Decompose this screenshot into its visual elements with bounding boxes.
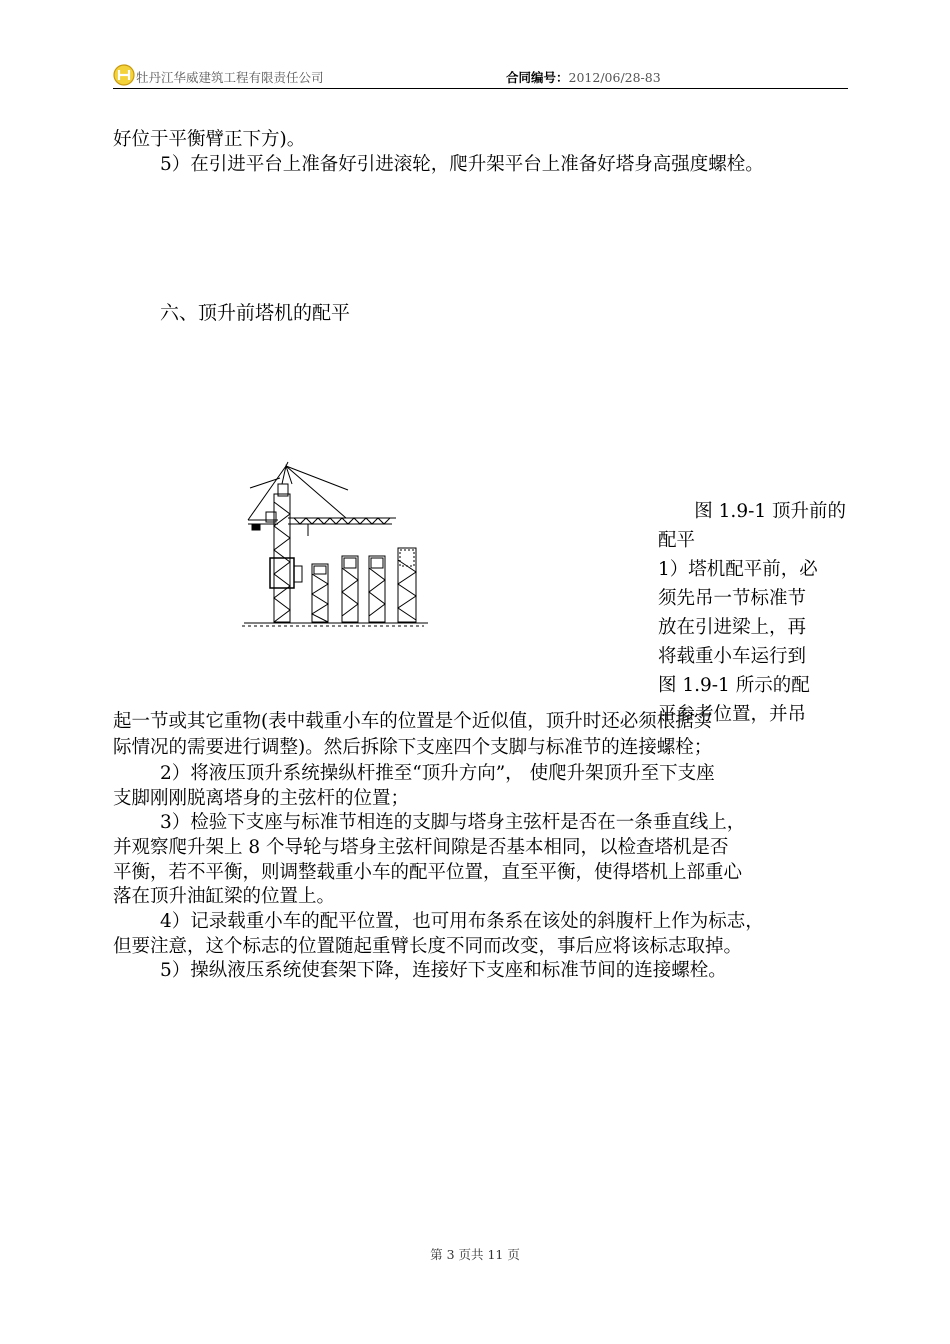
- text-line: 5）操纵液压系统使套架下降，连接好下支座和标准节间的连接螺栓。: [160, 960, 727, 981]
- text-line: 4）记录载重小车的配平位置，也可用布条系在该处的斜腹杆上作为标志，: [160, 911, 764, 932]
- page-header: [113, 62, 848, 89]
- text-line: 支脚刚刚脱离塔身的主弦杆的位置；: [113, 788, 410, 809]
- side-text-line: 1）塔机配平前，必: [658, 559, 818, 580]
- side-text-line: 平参考位置，并吊: [658, 704, 807, 725]
- text-line: 落在顶升油缸梁的位置上。: [113, 886, 336, 907]
- figure-caption-column: [658, 497, 850, 729]
- text-line: 际情况的需要进行调整)。然后拆除下支座四个支脚与标准节的连接螺栓；: [113, 737, 713, 758]
- tower-crane-figure: [238, 458, 438, 633]
- figure-caption: 图 1.9-1 顶升前的: [694, 501, 846, 522]
- contract-number: [506, 68, 661, 86]
- text-line: 5）在引进平台上准备好引进滚轮，爬升架平台上准备好塔身高强度螺栓。: [160, 154, 764, 175]
- text-line: 好位于平衡臂正下方)。: [113, 129, 306, 150]
- text-line: 但要注意，这个标志的位置随起重臂长度不同而改变，事后应将该标志取掉。: [113, 936, 743, 957]
- contract-value: 2012/06/28-83: [568, 70, 661, 85]
- page-footer: 第 3 页共 11 页: [430, 1247, 520, 1262]
- company-name: 牡丹江华威建筑工程有限责任公司: [136, 70, 324, 85]
- contract-label: 合同编号：: [506, 70, 569, 85]
- company-logo-icon: [113, 64, 135, 86]
- text-line: 2）将液压顶升系统操纵杆推至“顶升方向”， 使爬升架顶升至下支座: [160, 763, 715, 784]
- text-line: 平衡，若不平衡，则调整载重小车的配平位置，直至平衡，使得塔机上部重心: [113, 862, 743, 883]
- text-line: 并观察爬升架上 8 个导轮与塔身主弦杆间隙是否基本相同，以检查塔机是否: [113, 837, 729, 858]
- side-text-line: 将载重小车运行到: [658, 646, 807, 667]
- section-heading: 六、顶升前塔机的配平: [160, 302, 351, 324]
- side-text-line: 须先吊一节标准节: [658, 588, 807, 609]
- side-text-line: 图 1.9-1 所示的配: [658, 675, 810, 696]
- text-line: 3）检验下支座与标准节相连的支脚与塔身主弦杆是否在一条垂直线上，: [160, 812, 746, 833]
- side-text-line: 放在引进梁上，再: [658, 617, 807, 638]
- figure-caption-cont: 配平: [658, 530, 696, 551]
- text-line: 起一节或其它重物(表中载重小车的位置是个近似值，顶升时还必须根据实: [113, 711, 713, 732]
